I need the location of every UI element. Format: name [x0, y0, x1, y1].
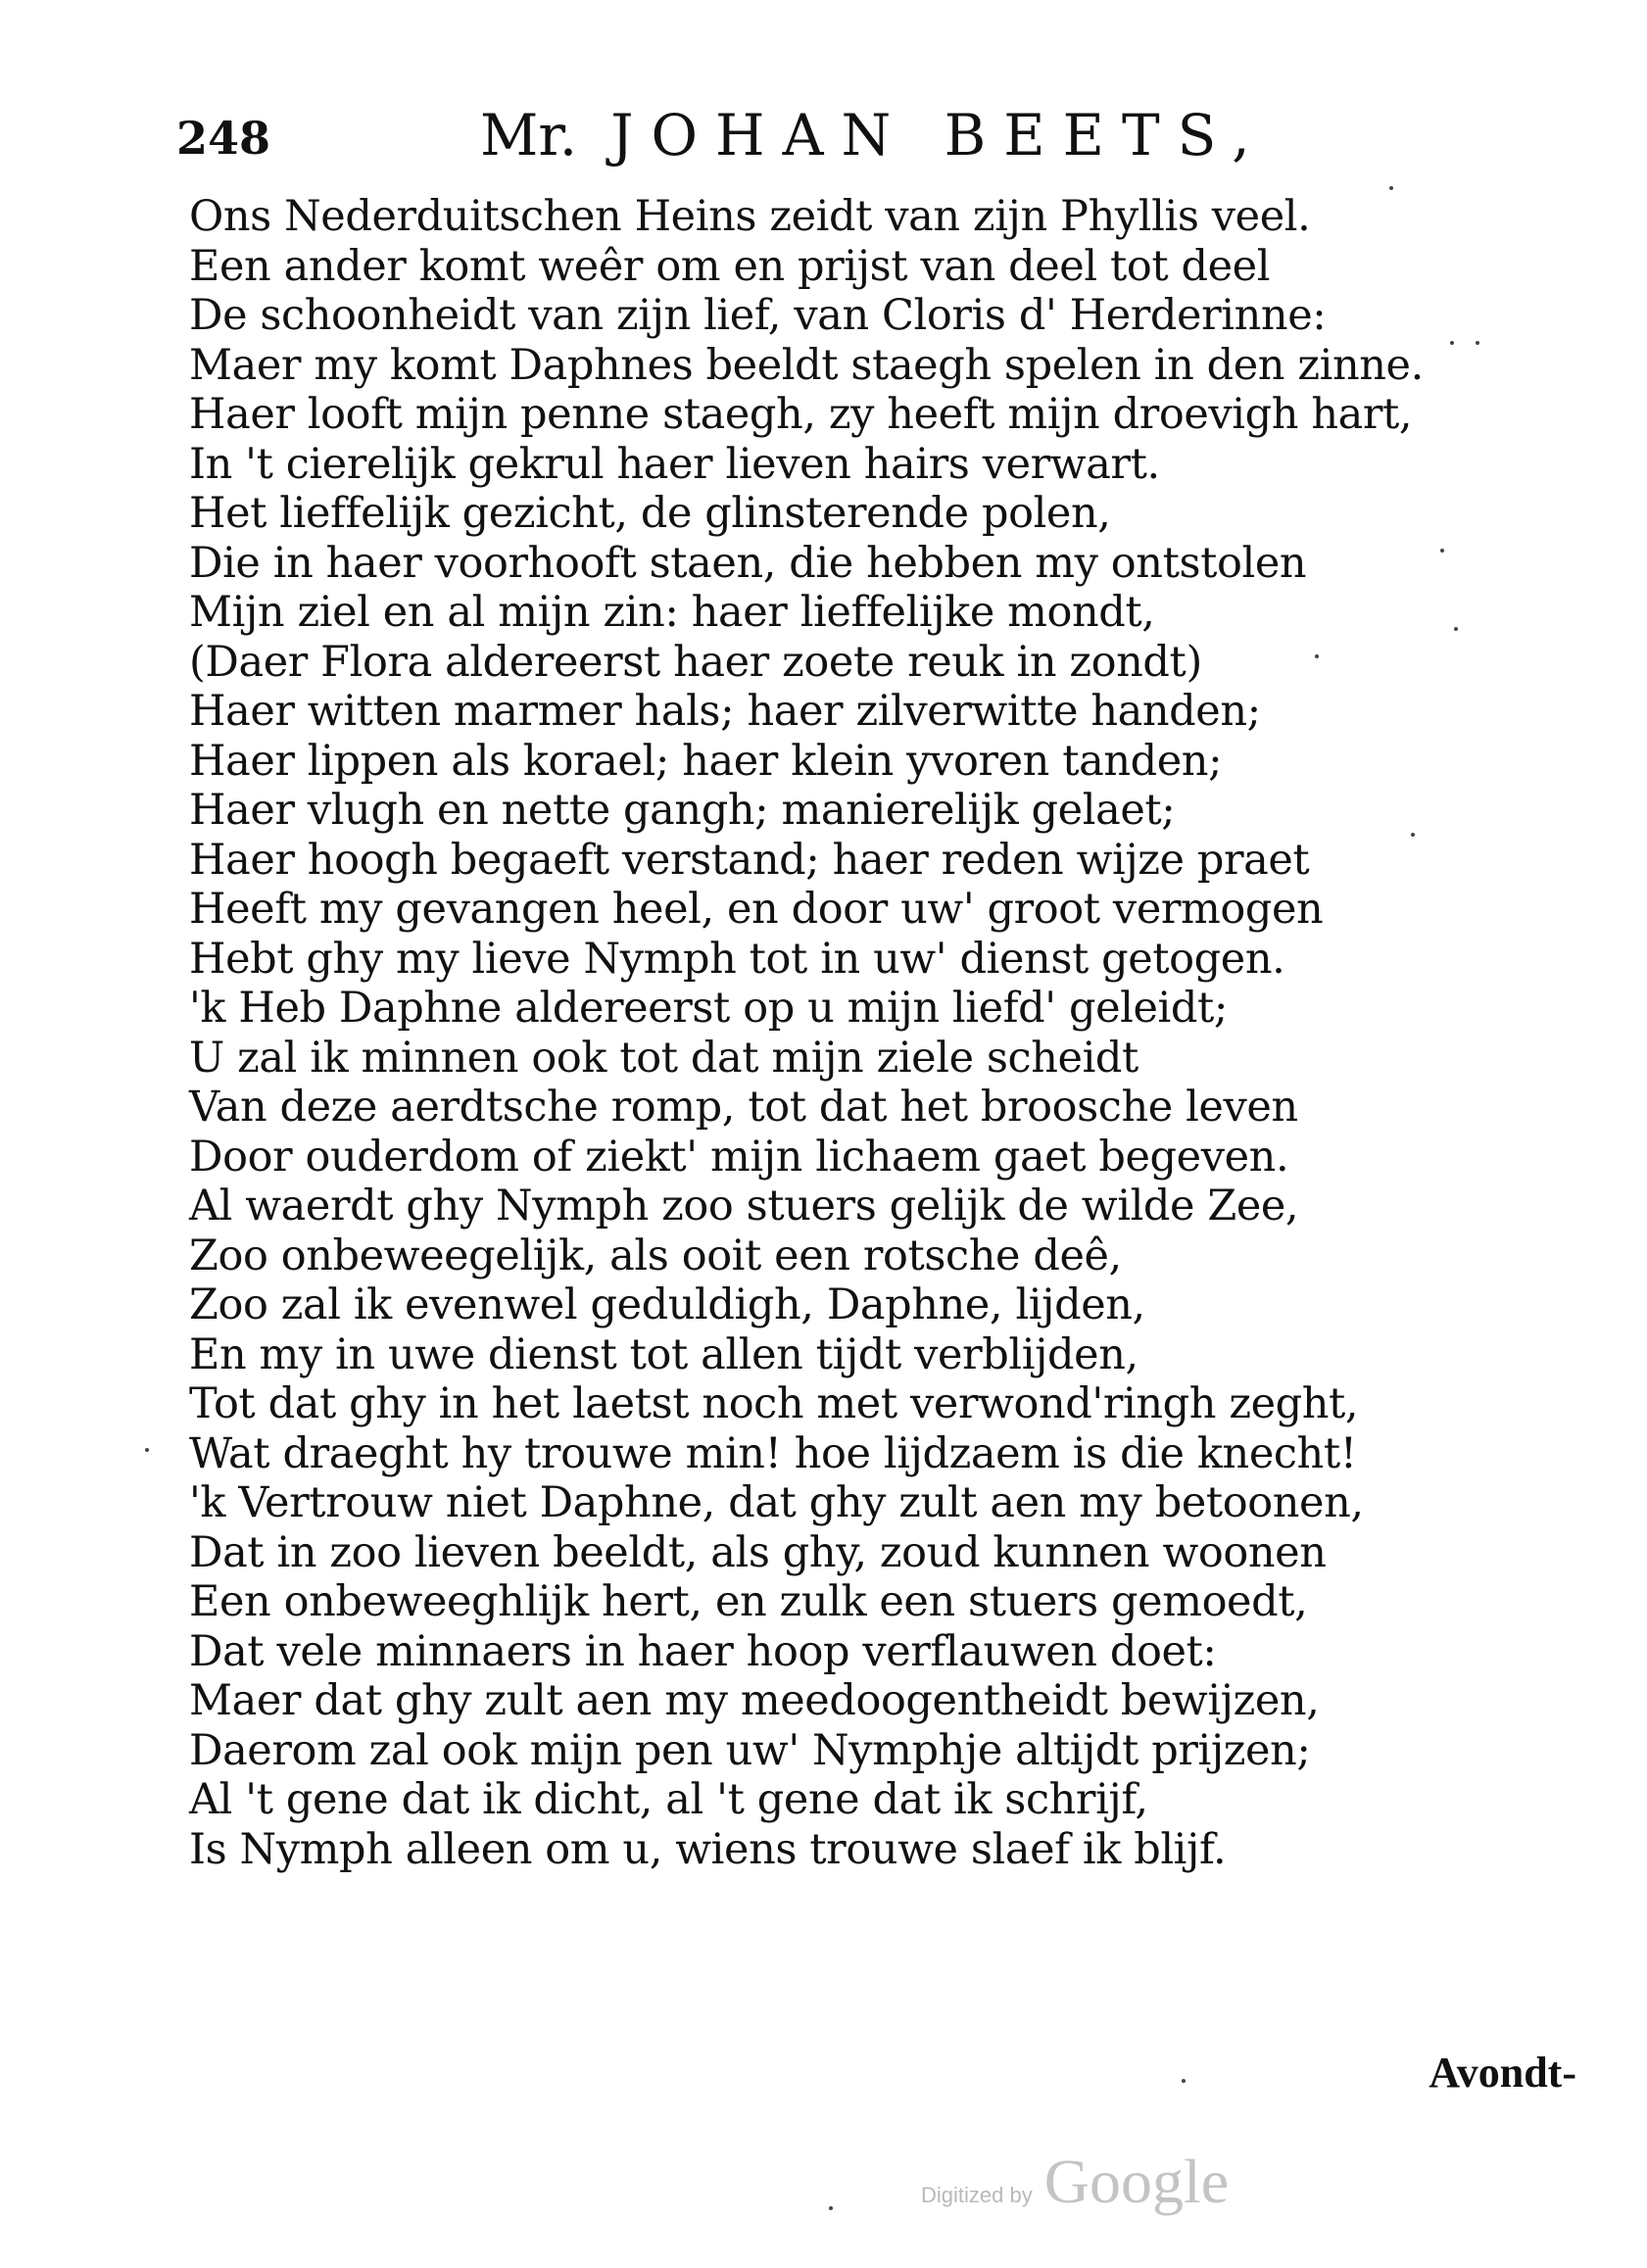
poem-line: Haer looft mijn penne staegh, zy heeft mijn droevigh hart,	[189, 390, 1413, 439]
title-prefix: Mr.	[480, 102, 578, 169]
print-speck	[829, 2206, 833, 2210]
poem-line: Al waerdt ghy Nymph zoo stuers gelijk de wilde Zee,	[189, 1182, 1299, 1231]
running-title	[480, 102, 1268, 169]
print-speck	[1315, 654, 1319, 658]
poem-line: De schoonheidt van zijn lief, van Cloris d' Herderinne:	[189, 291, 1327, 340]
running-header	[176, 102, 1332, 170]
print-speck	[1476, 341, 1479, 345]
poem-line: Haer hoogh begaeft verstand; haer reden wijze praet	[189, 835, 1310, 885]
page-number: 248	[176, 112, 271, 165]
title-name: JOHAN BEETS,	[610, 102, 1268, 169]
poem-line: Door ouderdom of ziekt' mijn lichaem gaet begeven.	[189, 1132, 1289, 1182]
poem-line: Maer my komt Daphnes beeldt staegh spelen in den zinne.	[189, 340, 1424, 390]
poem-line: Ons Nederduitschen Heins zeidt van zijn Phyllis veel.	[189, 192, 1311, 241]
poem-line: Heeft my gevangen heel, en door uw' groot vermogen	[189, 885, 1324, 934]
poem-line: Mijn ziel en al mijn zin: haer lieffelijke mondt,	[189, 588, 1155, 637]
poem-line: En my in uwe dienst tot allen tijdt verblijden,	[189, 1329, 1138, 1379]
poem-line: Wat draeght hy trouwe min! hoe lijdzaem is die knecht!	[189, 1428, 1357, 1478]
poem-text	[189, 192, 1463, 1874]
print-speck	[1454, 627, 1458, 631]
poem-line: Een onbeweeghlijk hert, en zulk een stuers gemoedt,	[189, 1577, 1308, 1626]
poem-line: Haer witten marmer hals; haer zilverwitte handen;	[189, 687, 1261, 736]
print-speck	[1389, 186, 1393, 190]
poem-line: Die in haer voorhooft staen, die hebben my ontstolen	[189, 538, 1307, 588]
google-logo: Google	[1043, 2147, 1230, 2216]
poem-line: Daerom zal ook mijn pen uw' Nymphje altijdt prijzen;	[189, 1725, 1311, 1775]
poem-line: Maer dat ghy zult aen my meedoogentheidt bewijzen,	[189, 1676, 1320, 1725]
poem-line: Hebt ghy my lieve Nymph tot in uw' dienst getogen.	[189, 934, 1285, 984]
digitized-label: Digitized by	[921, 2183, 1033, 2207]
poem-line: In 't cierelijk gekrul haer lieven hairs verwart.	[189, 439, 1160, 489]
digitized-watermark	[921, 2146, 1229, 2224]
poem-line: 'k Heb Daphne aldereerst op u mijn liefd' geleidt;	[189, 984, 1228, 1033]
poem-line: Dat in zoo lieven beeldt, als ghy, zoud kunnen woonen	[189, 1527, 1327, 1577]
catchword: Avondt-	[1429, 2049, 1576, 2097]
poem-line: Is Nymph alleen om u, wiens trouwe slaef ik blijf.	[189, 1824, 1227, 1874]
poem-line: (Daer Flora aldereerst haer zoete reuk in zondt)	[189, 637, 1202, 687]
poem-line: Het lieffelijk gezicht, de glinsterende polen,	[189, 489, 1111, 538]
print-speck	[145, 1448, 149, 1452]
poem-line: Haer vlugh en nette gangh; manierelijk gelaet;	[189, 786, 1176, 835]
poem-line: Zoo zal ik evenwel geduldigh, Daphne, lijden,	[189, 1280, 1145, 1329]
poem-line: Zoo onbeweegelijk, als ooit een rotsche deê,	[189, 1231, 1122, 1280]
poem-line: Van deze aerdtsche romp, tot dat het broosche leven	[189, 1083, 1298, 1132]
poem-line: Tot dat ghy in het laetst noch met verwond'ringh zeght,	[189, 1379, 1359, 1428]
poem-line: U zal ik minnen ook tot dat mijn ziele scheidt	[189, 1033, 1138, 1083]
print-speck	[1440, 549, 1444, 553]
poem-line: Haer lippen als korael; haer klein yvoren tanden;	[189, 736, 1223, 786]
print-speck	[1450, 341, 1454, 345]
poem-line: Al 't gene dat ik dicht, al 't gene dat ik schrijf,	[189, 1775, 1148, 1824]
poem-line: Dat vele minnaers in haer hoop verflauwen doet:	[189, 1626, 1217, 1676]
poem-line: Een ander komt weêr om en prijst van deel tot deel	[189, 241, 1271, 291]
poem-line: 'k Vertrouw niet Daphne, dat ghy zult aen my betoonen,	[189, 1478, 1364, 1527]
print-speck	[1411, 833, 1415, 837]
print-speck	[1182, 2079, 1186, 2083]
